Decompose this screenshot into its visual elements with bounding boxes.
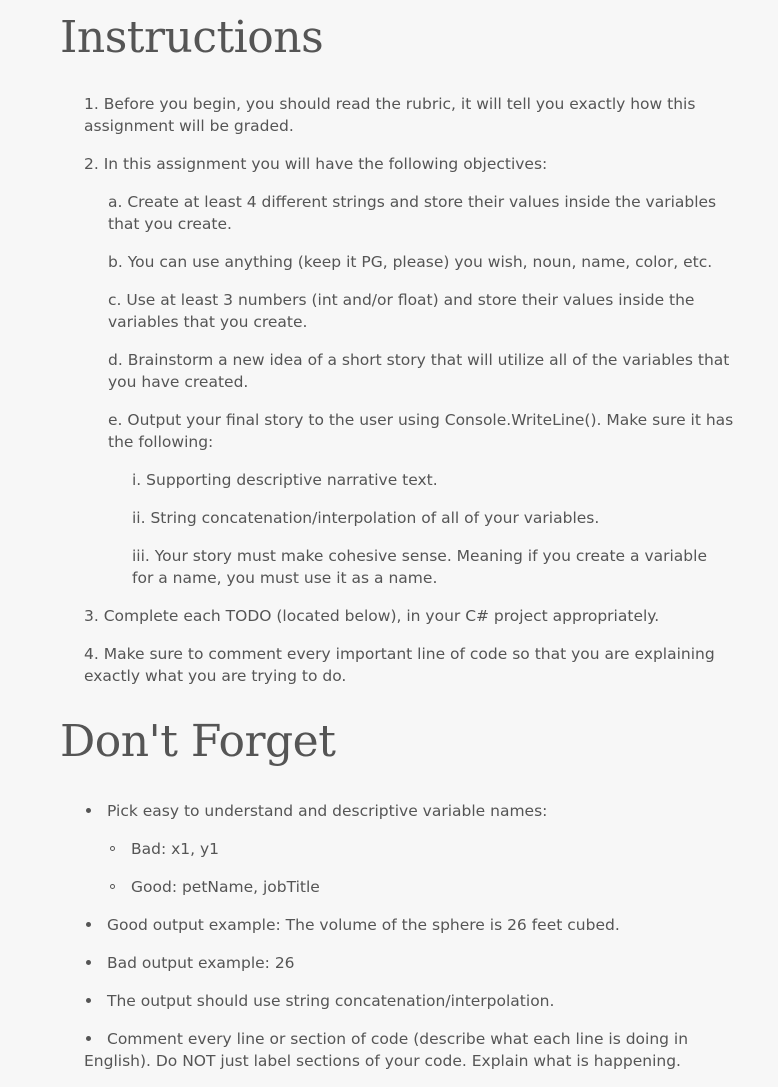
instruction-subitem-ii: ii. String concatenation/interpolation of all of your variables. [132, 509, 600, 527]
instruction-item-4: 4. Make sure to comment every important line of code so that you are explaining exactly what you are trying to do. [84, 645, 715, 685]
instruction-item-3: 3. Complete each TODO (located below), in your C# project appropriately. [84, 607, 660, 625]
bullet-dot-icon [86, 960, 91, 965]
bullet-circle-icon [110, 846, 115, 851]
bullet-dot-icon [86, 922, 91, 927]
instruction-subitem-a: a. Create at least 4 different strings and store their values inside the variables that you create. [108, 193, 717, 233]
bullet-bad-names: Bad: x1, y1 [131, 840, 220, 858]
instruction-item-2: 2. In this assignment you will have the following objectives: [84, 155, 548, 173]
bullet-comment-code: Comment every line or section of code (describe what each line is doing in English). Do NOT just label sections of your code. Explain what is happening. [84, 1030, 689, 1070]
instruction-item-1: 1. Before you begin, you should read the rubric, it will tell you exactly how this assignment will be graded. [84, 95, 696, 135]
instruction-subitem-d: d. Brainstorm a new idea of a short story that will utilize all of the variables that you have created. [108, 351, 730, 391]
instruction-subitem-e: e. Output your final story to the user using Console.WriteLine(). Make sure it has the following: [108, 411, 734, 451]
instruction-subitem-i: i. Supporting descriptive narrative text. [132, 471, 438, 489]
bullet-dot-icon [86, 998, 91, 1003]
dont-forget-heading: Don't Forget [60, 716, 336, 767]
bullet-variable-names: Pick easy to understand and descriptive variable names: [107, 802, 548, 820]
bullet-bad-output: Bad output example: 26 [107, 954, 295, 972]
bullet-good-output: Good output example: The volume of the sphere is 26 feet cubed. [107, 916, 620, 934]
instruction-subitem-b: b. You can use anything (keep it PG, please) you wish, noun, name, color, etc. [108, 253, 713, 271]
bullet-concatenation: The output should use string concatenation/interpolation. [107, 992, 555, 1010]
instructions-heading: Instructions [60, 12, 324, 63]
bullet-good-names: Good: petName, jobTitle [131, 878, 320, 896]
bullet-circle-icon [110, 884, 115, 889]
bullet-dot-icon [86, 808, 91, 813]
instruction-subitem-iii: iii. Your story must make cohesive sense. Meaning if you create a variable for a name, you must use it as a name. [132, 547, 707, 587]
instruction-subitem-c: c. Use at least 3 numbers (int and/or float) and store their values inside the variables that you create. [108, 291, 695, 331]
